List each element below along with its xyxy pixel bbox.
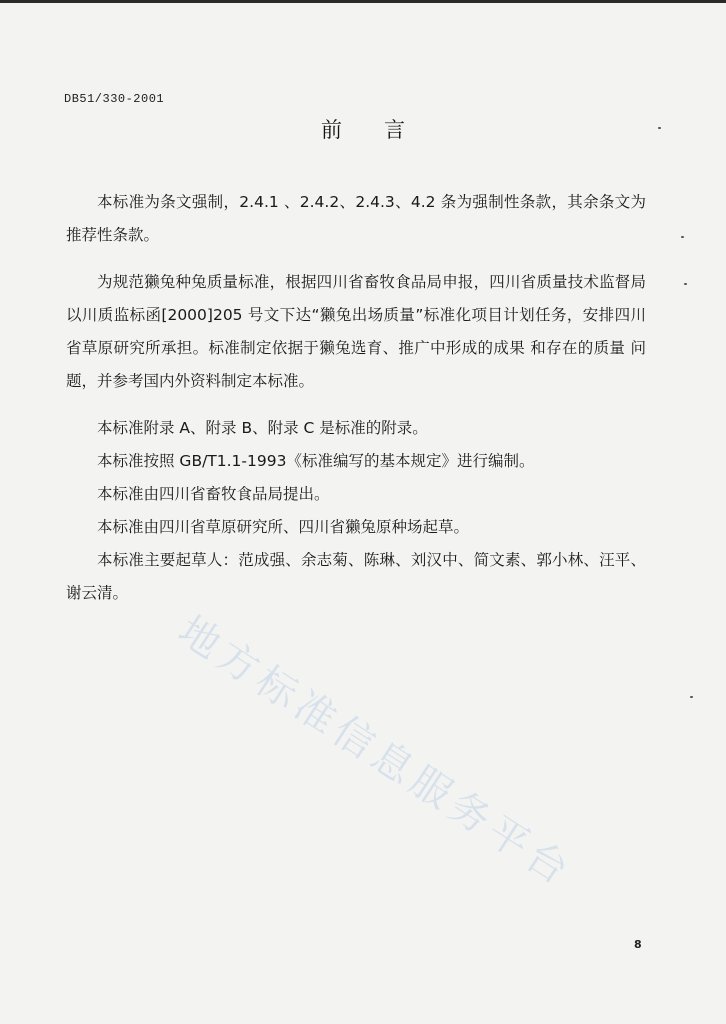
scan-speck xyxy=(684,283,687,285)
paragraph-proposer: 本标准由四川省畜牧食品局提出。 xyxy=(97,485,330,503)
watermark: 地方标准信息服务平台 xyxy=(170,607,581,897)
scan-speck xyxy=(690,696,693,698)
paragraph-appendices: 本标准附录 A、附录 B、附录 C 是标准的附录。 xyxy=(97,419,428,437)
document-code: DB51/330-2001 xyxy=(64,92,165,106)
paragraph-background: 为规范獭兔种兔质量标准，根据四川省畜牧食品局申报，四川省质量技术监督局以川质监标函[2000]205 号文下达“獭兔出场质量”标准化项目计划任务，安排四川省草原研究所承担。标准制定依据于獭兔选育、推广中形成的成果 和存在的质量 问题，并参考国内外资料制定本标准。 xyxy=(66,273,646,390)
paragraph-mandatory-clauses: 本标准为条文强制，2.4.1 、2.4.2、2.4.3、4.2 条为强制性条款，其余条文为推荐性条款。 xyxy=(66,193,646,244)
foreword-body xyxy=(66,186,646,624)
paragraph-drafting-units: 本标准由四川省草原研究所、四川省獭兔原种场起草。 xyxy=(97,518,470,536)
scan-speck xyxy=(658,127,661,129)
paragraph-drafters: 本标准主要起草人：范成强、余志菊、陈琳、刘汉中、简文素、郭小林、汪平、谢云清。 xyxy=(66,551,646,602)
scan-speck xyxy=(681,236,684,238)
page-title: 前言 xyxy=(321,118,447,142)
paragraph-drafting-rules: 本标准按照 GB/T1.1-1993《标准编写的基本规定》进行编制。 xyxy=(97,452,535,470)
page-number: 8 xyxy=(634,938,642,951)
